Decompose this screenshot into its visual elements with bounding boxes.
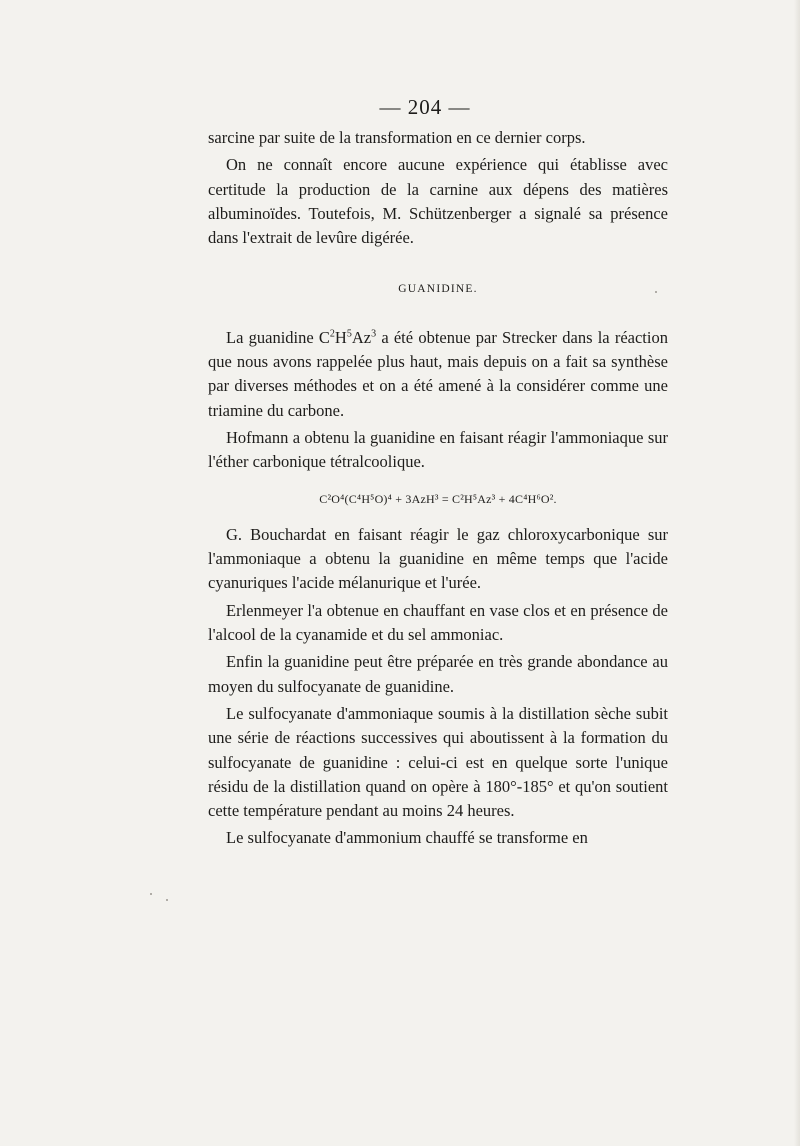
page-edge-shadow <box>794 0 800 1146</box>
section-heading: GUANIDINE. <box>398 283 478 296</box>
paper-speck <box>655 291 657 293</box>
paragraph-bouchardat: G. Bouchardat en faisant réagir le gaz chloroxycarbonique sur l'ammoniaque a obtenu la guanidine en même temps que l'acide cyanuriques l'acide mélanurique et l'urée. <box>208 524 668 593</box>
paper-speck <box>150 893 152 895</box>
paragraph-last-line: Le sulfocyanate d'ammonium chauffé se transforme en <box>226 828 588 848</box>
paragraph-erlenmeyer: Erlenmeyer l'a obtenue en chauffant en vase clos et en présence de l'alcool de la cyanamide et du sel ammoniac. <box>208 600 668 645</box>
paragraph-hofmann: Hofmann a obtenu la guanidine en faisant réagir l'ammoniaque sur l'éther carbonique tétralcoolique. <box>208 427 668 472</box>
paper-speck <box>166 899 168 901</box>
page-number: — 204 — <box>379 95 471 119</box>
paragraph-carnine: On ne connaît encore aucune expérience qui établisse avec certitude la production de la carnine aux dépens des matières albuminoïdes. Toutefois, M. Schützenberger a signalé sa présence dans l'extrait de levûre digérée. <box>208 155 668 248</box>
paragraph-distillation: Le sulfocyanate d'ammoniaque soumis à la distillation sèche subit une série de réactions successives qui aboutissent à la formation du sulfocyanate de guanidine : celui-ci est en quelque sorte l'unique résidu de la distillation quand on opère à 180°-185° et qu'on soutient cette température pendant au moins 24 heures. <box>208 703 668 821</box>
chemical-formula: C²O⁴(C⁴H⁵O)⁴ + 3AzH³ = C²H⁵Az³ + 4C⁴H⁶O². <box>319 491 557 506</box>
body-text <box>208 126 668 851</box>
paragraph-guanidine-intro: La guanidine $C^2H^5Az^3$ a été obtenue par Strecker dans la réaction que nous avons rappelée plus haut, mais depuis on a fait sa synthèse par diverses méthodes et on a été amené à la considérer comme une triamine du carbone. <box>208 327 668 420</box>
paragraph-continuation: sarcine par suite de la transformation en ce dernier corps. <box>208 128 586 147</box>
paragraph-abondance: Enfin la guanidine peut être préparée en très grande abondance au moyen du sulfocyanate de guanidine. <box>208 652 668 696</box>
